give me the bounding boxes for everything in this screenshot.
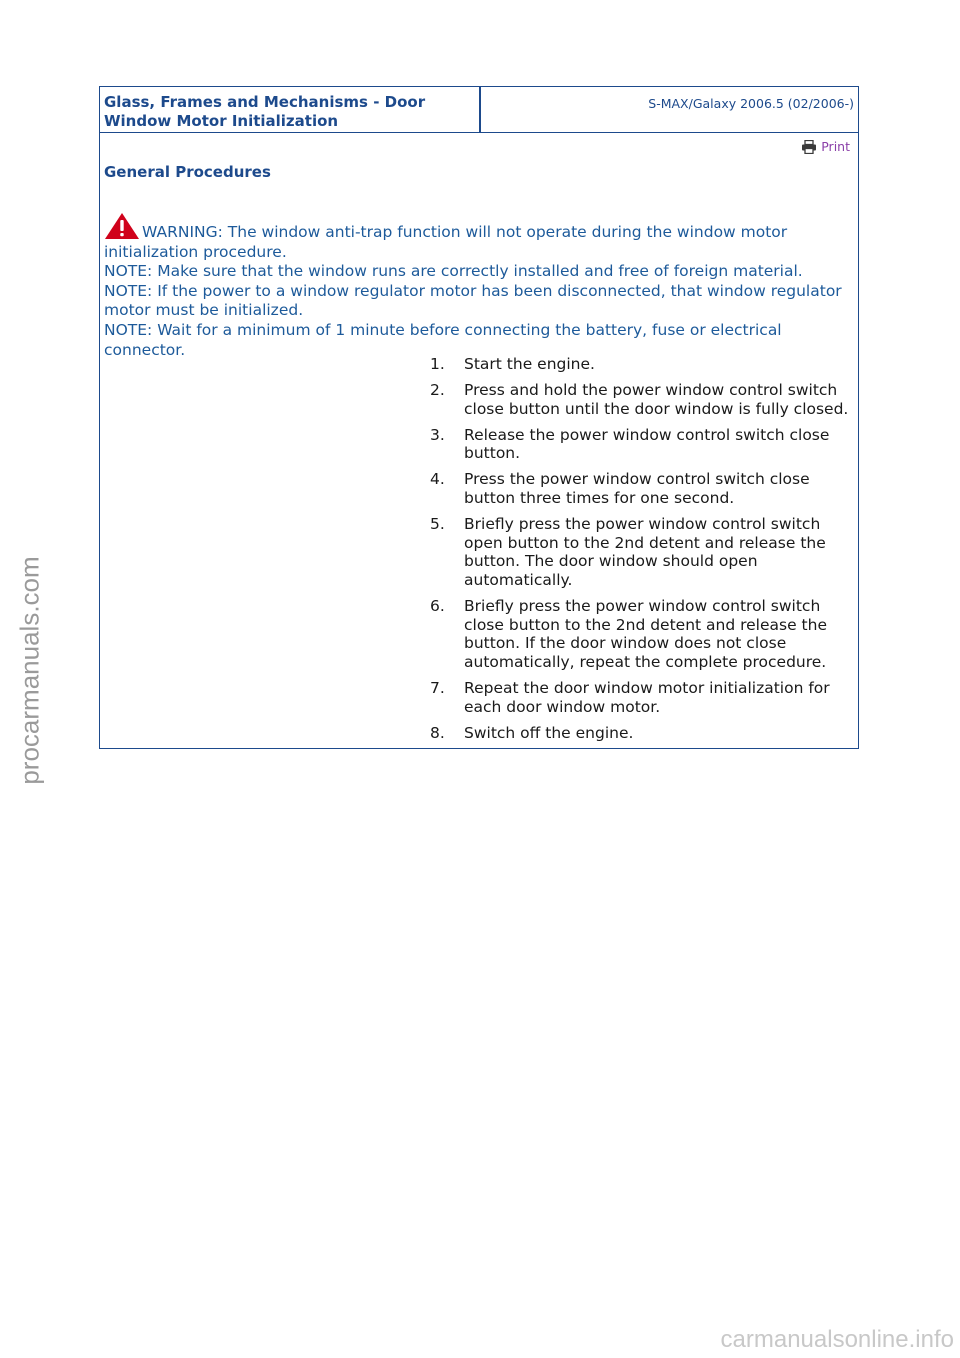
procedure-steps [430, 355, 854, 750]
side-watermark-text: procarmanuals.com [14, 555, 45, 785]
side-watermark [4, 555, 56, 785]
print-button[interactable] [801, 139, 850, 154]
step-number: 1. [430, 355, 445, 373]
step-text: Press and hold the power window control switch close button until the door window is fully closed. [464, 381, 849, 418]
step-text: Release the power window control switch close button. [464, 425, 830, 463]
step-number: 7. [430, 678, 445, 697]
step-item [430, 355, 854, 374]
warning-triangle-icon [104, 212, 140, 240]
step-number: 6. [430, 597, 445, 616]
header-divider [479, 87, 481, 132]
step-item [430, 426, 854, 463]
step-text: Press the power window control switch close button three times for one second. [464, 470, 810, 508]
step-item [430, 679, 854, 716]
bottom-watermark: carmanualsonline.info [720, 1326, 954, 1353]
step-item [430, 597, 854, 671]
warning-paragraph [104, 212, 852, 262]
note-item: NOTE: Wait for a minimum of 1 minute before connecting the battery, fuse or electrical connector. [104, 320, 782, 359]
notes-block [104, 212, 852, 360]
step-item [430, 724, 854, 743]
step-number: 4. [430, 470, 445, 489]
page-title: Glass, Frames and Mechanisms - Door Window Motor Initialization [104, 93, 426, 130]
document-frame [99, 86, 859, 749]
step-item [430, 470, 854, 507]
step-text: Switch off the engine. [464, 723, 634, 742]
step-number: 3. [430, 425, 445, 444]
note-item: NOTE: Make sure that the window runs are correctly installed and free of foreign material. [104, 262, 803, 281]
step-number: 5. [430, 515, 445, 534]
print-label: Print [821, 139, 850, 154]
step-text: Briefly press the power window control switch open button to the 2nd detent and release the button. The door window should open automatically. [464, 515, 826, 589]
step-text: Start the engine. [464, 355, 595, 373]
step-text: Briefly press the power window control switch close button to the 2nd detent and release the button. If the door window does not close automatically, repeat the complete procedure. [464, 597, 827, 671]
section-title: General Procedures [104, 163, 271, 181]
step-item [430, 381, 854, 418]
step-number: 2. [430, 381, 445, 400]
header-row [100, 87, 858, 133]
note-item: NOTE: If the power to a window regulator motor has been disconnected, that window regulator motor must be initialized. [104, 281, 842, 320]
step-text: Repeat the door window motor initialization for each door window motor. [464, 678, 830, 716]
step-number: 8. [430, 723, 445, 742]
printer-icon [801, 140, 817, 154]
step-item [430, 515, 854, 589]
warning-text: WARNING: The window anti-trap function will not operate during the window motor initialization procedure. [104, 223, 788, 261]
vehicle-model-label: S-MAX/Galaxy 2006.5 (02/2006-) [648, 96, 854, 111]
